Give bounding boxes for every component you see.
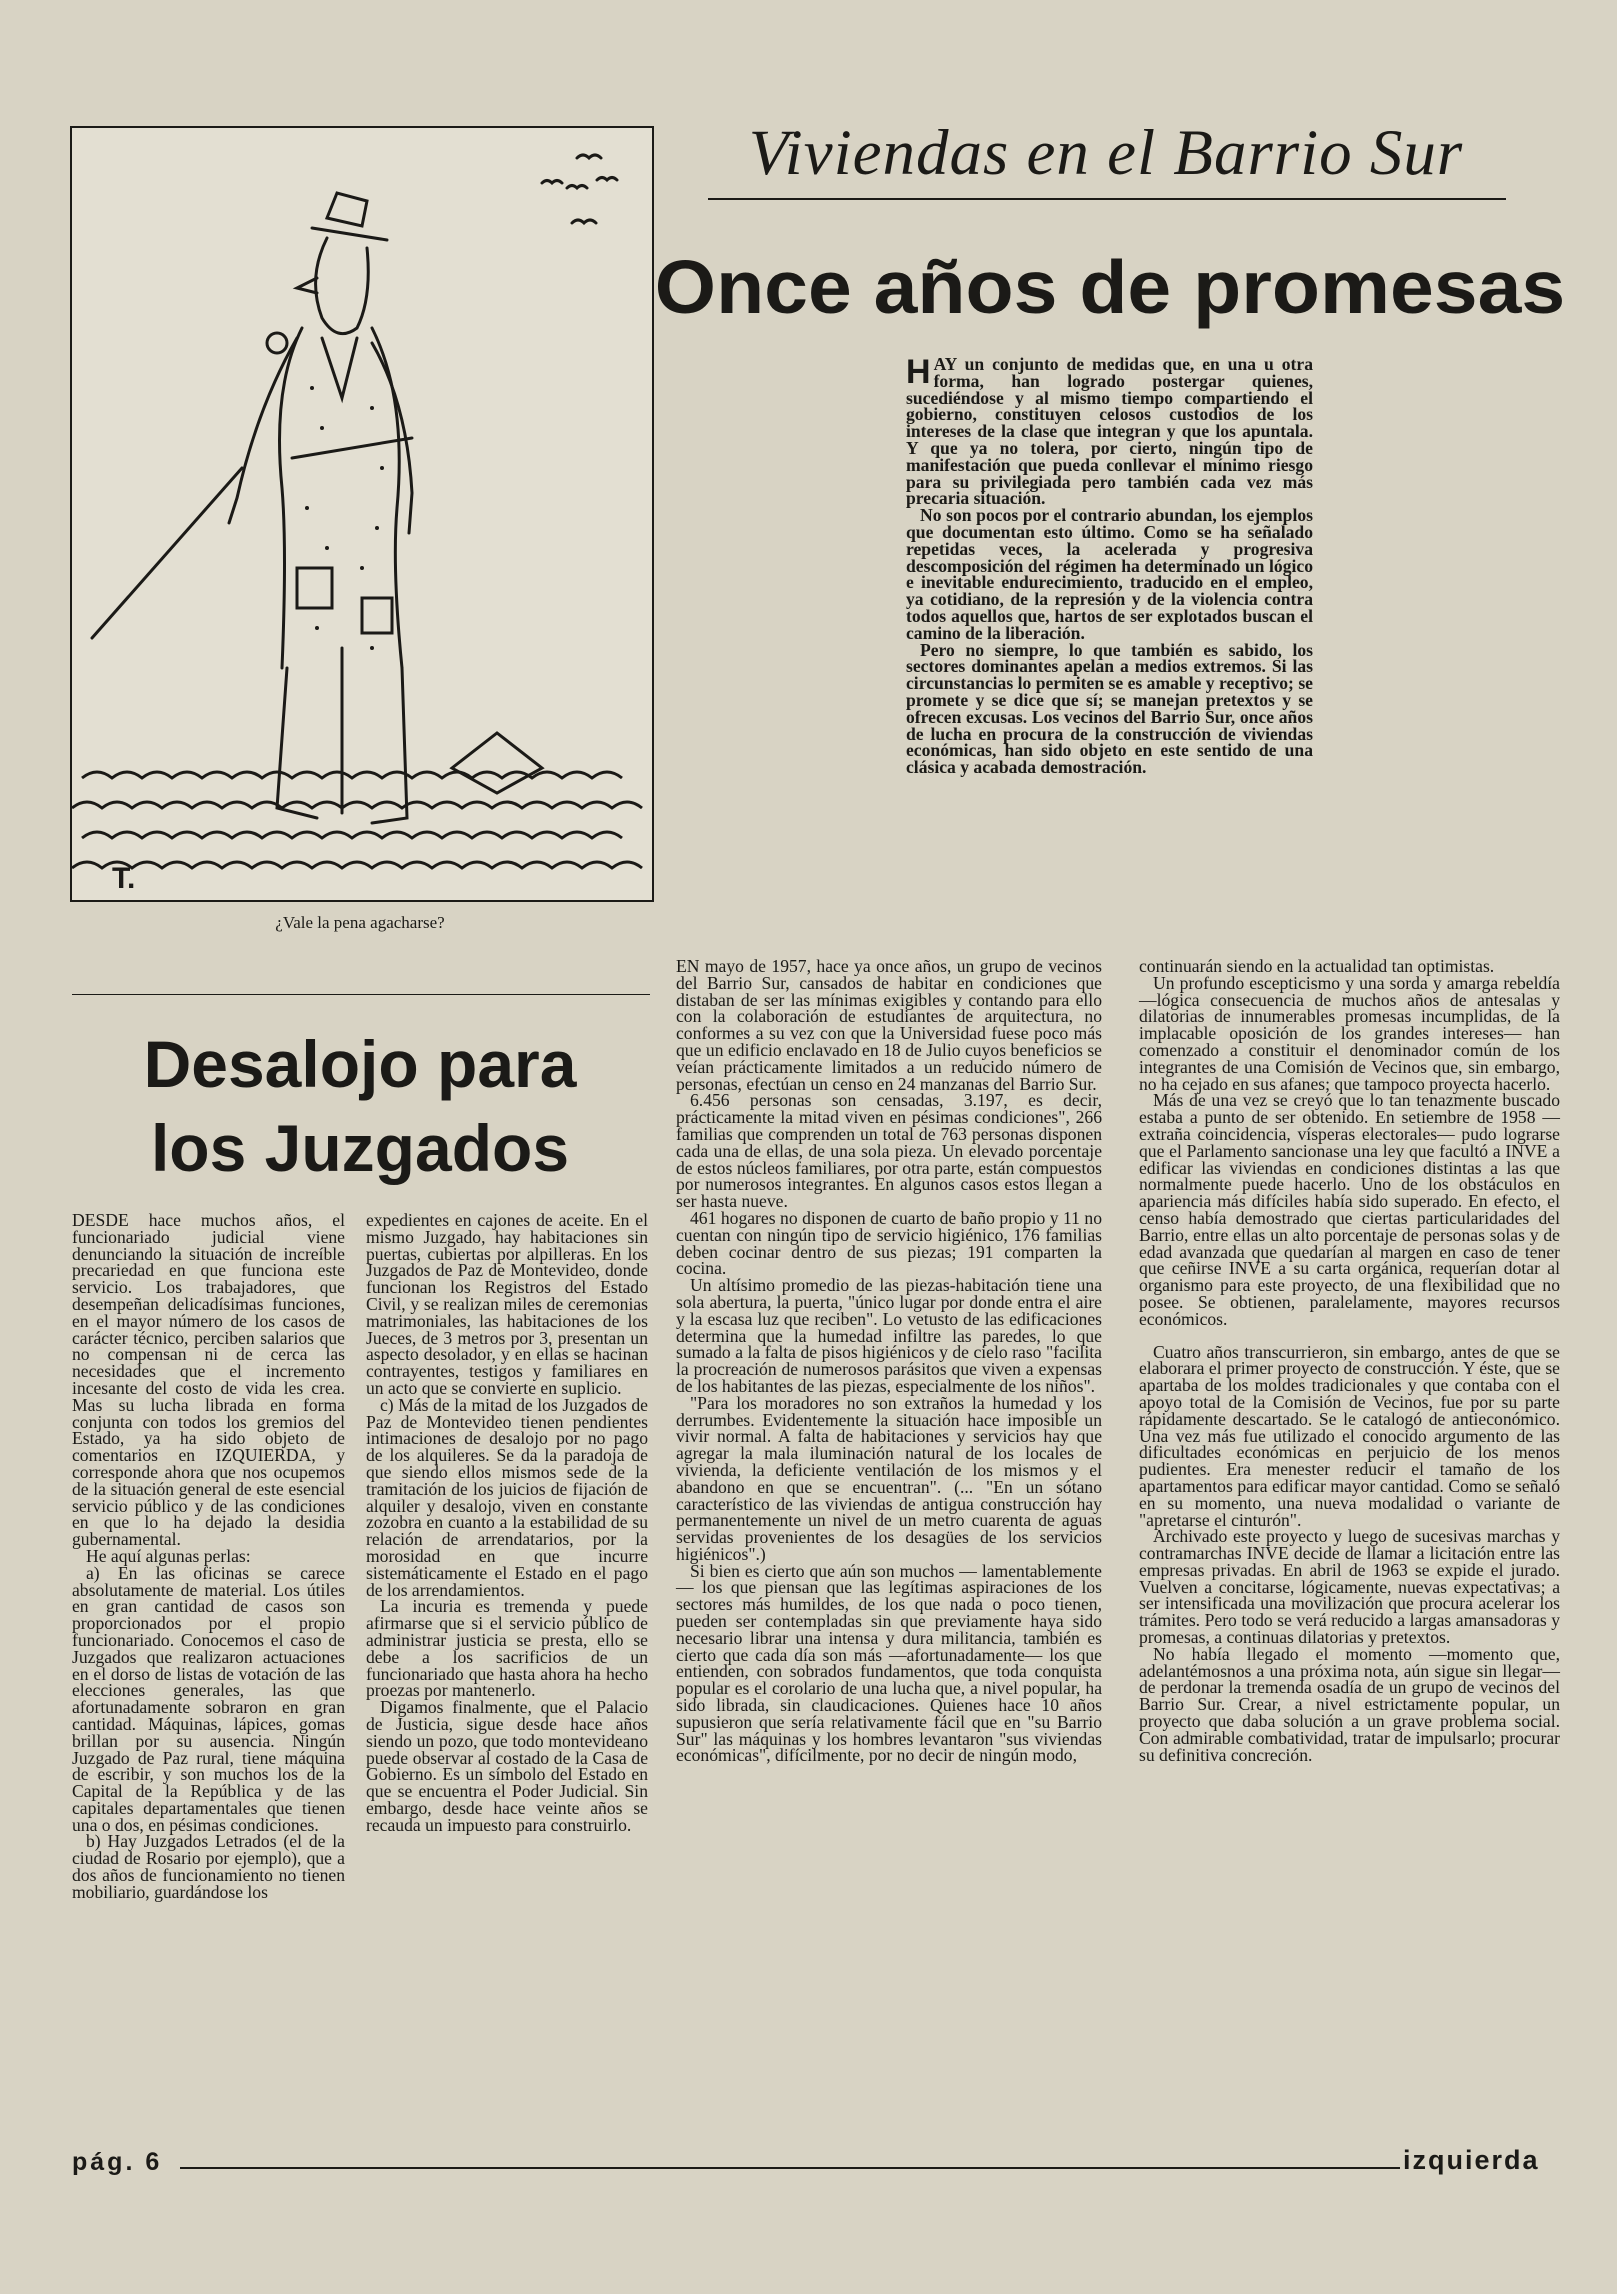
intro-paragraph: No son pocos por el contrario abundan, los ejemplos que documentan esto último. Como se ha señalado repetidas veces, la acelerada y progresiva descomposición del régimen ha determinado un lógico e inevitable endurecimiento, traducido en el empleo, ya cotidiano, de la represión y de la violencia contra todos aquellos que, hartos de ser explotados buscan el camino de la liberación.	[906, 505, 1313, 643]
side-paragraph: c) Más de la mitad de los Juzgados de Paz de Montevideo tienen pendientes intimaciones de desalojo por no pago de los alquileres. Se da la paradoja de que siendo ellos mismos sede de la tramitación de los juicios de fijación de alquiler y desalojo, viven en constante zozobra en cuanto a la estabilidad de su relación de arrendatarios, por la morosidad en que incurre sistemáticamente el Estado en el pago de los arrendamientos.	[366, 1394, 648, 1600]
main-paragraph: Más de una vez se creyó que lo tan tenazmente buscado estaba a punto de ser obtenido. En setiembre de 1958 —extraña coincidencia, vísperas electorales— pudo lograrse que el Parlamento sancionase una ley que facultó a INVE a edificar las viviendas en condiciones distintas a las que normalmente puede hacerlo. Uno de los obstáculos en apariencia más difíciles había sido superado. En efecto, el censo había demostrado que ciertas particularidades del Barrio, entre ellas un alto porcentaje de personas solas y de edad avanzada que quedarían al margen en caso de tener que ceñirse INVE a su carta orgánica, requerían dotar al organismo para este proyecto, de una flexibilidad que no posee. Se obtienen, paralelamente, mayores recursos económicos.	[1139, 1090, 1560, 1329]
side-paragraph: expedientes en cajones de aceite. En el mismo Juzgado, hay habitaciones sin puertas, cubiertas por alpilleras. En los Juzgados de Paz de Montevideo, donde funcionan los Registros del Estado Civil, y se realizan miles de ceremonias matrimoniales, las habitaciones de los Jueces, de 3 metros por 3, presentan un aspecto desolador, y en ellas se hacinan contrayentes, testigos y familiares en un acto que se convierte en suplicio.	[366, 1210, 648, 1398]
side-paragraph: a) En las oficinas se carece absolutamente de material. Los útiles en gran cantidad de casos son proporcionados por el propio funcionariado. Conocemos el caso de Juzgados que realizaron actuaciones en el dorso de listas de votación de las elecciones generales, las que afortunadamente sobraron en gran cantidad. Máquinas, lápices, gomas brillan por su ausencia. Ningún Juzgado de Paz rural, tiene máquina de escribir, y son muchos los de la Capital de la República y de las capitales departamentales que tienen una o dos, en pésimas condiciones.	[72, 1562, 345, 1835]
side-column-1	[72, 1212, 345, 1901]
main-paragraph: 461 hogares no disponen de cuarto de baño propio y 11 no cuentan con ningún tipo de servicio higiénico, 176 familias deben cocinar dentro de sus piezas; 191 comparten la cocina.	[676, 1207, 1102, 1279]
page-number: pág. 6	[72, 2148, 163, 2176]
kicker-rule	[708, 198, 1506, 200]
main-column-1	[676, 958, 1102, 1764]
cartoon-caption: ¿Vale la pena agacharse?	[275, 913, 445, 932]
side-paragraph: Digamos finalmente, que el Palacio de Justicia, sigue desde hace años siendo un pozo, que todo montevideano puede observar al costado de la Casa de Gobierno. Es un símbolo del Estado en que se encuentra el Poder Judicial. Sin embargo, desde hace veinte años se recauda un impuesto para construirlo.	[366, 1697, 648, 1835]
side-paragraph: La incuria es tremenda y puede afirmarse que si el servicio público de administrar justicia se presta, ello se debe a los sacrificios de un funcionariado que hasta ahora ha hecho proezas por mantenerlo.	[366, 1596, 648, 1701]
main-paragraph: Un altísimo promedio de las piezas-habitación tiene una sola abertura, la puerta, "único lugar por donde entra el aire y la escasa luz que reciben". Lo vetusto de las edificaciones determina que la humedad infiltre las paredes, lo que sumado a la falta de pisos higiénicos y de cielo raso "facilita la procreación de numerosos parásitos que viven a expensas de los habitantes de las piezas, especialmente de los niños".	[676, 1275, 1102, 1396]
main-paragraph: "Para los moradores no son extraños la humedad y los derrumbes. Evidentemente la situación hace imposible un vivir normal. A falta de habitaciones y servicios hay que agregar la mala iluminación natural de los locales de vivienda, la deficiente ventilación de los mismos y el abandono en que se encuentran". (... "En un sótano característico de las viviendas de antigua construcción hay permanentemente un nivel de un metro cuarenta de aguas servidas provenientes de los desagües de los servicios higiénicos".)	[676, 1392, 1102, 1564]
main-paragraph: No había llegado el momento —momento que, adelantémosnos a una próxima nota, aún sigue sin llegar— de perdonar la tremenda osadía de un grupo de vecinos del Barrio Sur. Crear, a nivel estrictamente popular, un proyecto que daba solución a un grave problema social. Con admirable combatividad, tratar de impulsarlo; procurar su definitiva concreción.	[1139, 1643, 1560, 1765]
intro-text: AY un conjunto de medidas que, en una u otra forma, han logrado postergar quienes, sucediéndose y al mismo tiempo compartiendo el gobierno, constituyen celosos custodios de los intereses de la clase que integran y que los apuntala. Y que ya no tolera, por cierto, ningún tipo de manifestación que pueda conllevar el mínimo riesgo para su privilegiada pero también cada vez más precaria situación.	[906, 354, 1313, 509]
section-kicker: Viviendas en el Barrio Sur	[748, 117, 1464, 189]
drop-cap: H	[906, 353, 931, 391]
footer-rule	[180, 2167, 1400, 2169]
main-paragraph: 6.456 personas son censadas, 3.197, es decir, prácticamente la mitad viven en pésimas condiciones", 266 familias que comprenden un total de 763 personas disponen cada una de ellas, de una sola pieza. Un elevado porcentaje de estos núcleos familiares, por otra parte, están compuestos por numerosos integrantes. En algunos casos estos llegan a ser hasta nueve.	[676, 1090, 1102, 1212]
intro-paragraph: Pero no siempre, lo que también es sabido, los sectores dominantes apelan a medios extremos. Si las circunstancias lo permiten se es amable y receptivo; se promete y se dice que sí; se manejan pretextos y se ofrecen excusas. Los vecinos del Barrio Sur, once años de lucha en procura de la construcción de viviendas económicas, han sido objeto en este sentido de una clásica y acabada demostración.	[906, 639, 1313, 778]
side-paragraph: b) Hay Juzgados Letrados (el de la ciudad de Rosario por ejemplo), que a dos años de funcionamiento no tienen mobiliario, guardándose los	[72, 1831, 345, 1902]
main-paragraph: Archivado este proyecto y luego de sucesivas marchas y contramarchas INVE decide de llamar a licitación entre las empresas privadas. En abril de 1963 se expide el jurado. Vuelven a concitarse, lógicamente, nuevas expectativas; a ser intensificada una movilización que procura acelerar los trámites. Pero todo se verá reducido a largas amansadoras y promesas, a continuas dilatorias y pretextos.	[1139, 1526, 1560, 1648]
main-headline: Once años de promesas	[654, 245, 1566, 329]
side-column-2	[366, 1212, 648, 1833]
cartoon-signature: T.	[112, 862, 136, 895]
intro-paragraph	[906, 353, 1313, 509]
side-headline-line: los Juzgados	[150, 1111, 570, 1185]
cartoon-illustration	[70, 126, 654, 902]
main-paragraph: EN mayo de 1957, hace ya once años, un grupo de vecinos del Barrio Sur, cansados de habitar en condiciones que distaban de ser las mínimas exigibles y contando para ello con la colaboración de estudiantes de arquitectura, no conformes a su vez con que la Universidad fuese poco más que un edificio enclavado en 18 de Julio cuyos beneficios se veían prácticamente limitados a un reducido número de personas, efectúan un censo en 24 manzanas del Barrio Sur.	[676, 956, 1102, 1094]
side-paragraph: He aquí algunas perlas:	[86, 1545, 251, 1566]
main-paragraph: continuarán siendo en la actualidad tan optimistas.	[1139, 956, 1495, 976]
article-intro	[906, 353, 1313, 778]
section-divider	[72, 994, 650, 995]
cartoon-drawing	[72, 128, 652, 900]
main-paragraph: Si bien es cierto que aún son muchos — lamentablemente— los que piensan que las legítimas aspiraciones de los sectores más humildes, de los que nada o poco tienen, pueden ser contempladas sin que previamente haya sido necesario librar una intensa y dura militancia, también es cierto que cada día son más —afortunadamente— los que entienden, con sobrados fundamentos, que toda conquista popular es el corolario de una lucha que, a nivel popular, ha sido librada, sin claudicaciones. Quienes hace 10 años supusieron que sería relativamente fácil que en "su Barrio Sur" las máquinas y los hombres levantaron "sus viviendas económicas", difícilmente, por no decir de ningún modo,	[676, 1560, 1102, 1766]
main-column-2	[1139, 958, 1560, 1763]
main-paragraph: Cuatro años transcurrieron, sin embargo, antes de que se elaborara el primer proyecto de construcción. Y éste, que se apartaba de los moldes tradicionales y que contaba con el apoyo total de la Comisión de Vecinos, fue por su parte rápidamente descartado. Se le catalogó de antieconómico. Una vez más fue utilizado el conocido argumento de las dificultades económicas en perjuicio de los menos pudientes. Era menester reducir el tamaño de los apartamentos para edificar mayor cantidad. Como se señaló en su momento, una nueva modalidad o variante de "apretarse el cinturón".	[1139, 1341, 1560, 1530]
magazine-name: izquierda	[1403, 2145, 1540, 2175]
side-paragraph: DESDE hace muchos años, el funcionariado judicial viene denunciando la situación de increíble precariedad en que funciona este servicio. Los trabajadores, que desempeñan delicadísimas funciones, en el mayor número de los casos de carácter técnico, perciben salarios que no compensan ni de cerca las necesidades que el incremento incesante del costo de vida les crea. Mas su lucha librada en forma conjunta con todos los gremios del Estado, ya ha sido objeto de comentarios en IZQUIERDA, y corresponde ahora que nos ocupemos de la situación general de este esencial servicio público y de las condiciones en que lo ha dejado la desidia gubernamental.	[72, 1210, 345, 1550]
side-headline-line: Desalojo para	[143, 1027, 577, 1101]
side-headline	[70, 1022, 650, 1190]
main-paragraph: Un profundo escepticismo y una sorda y amarga rebeldía —lógica consecuencia de muchos años de antesalas y dilatorias de innumerables promesas incumplidas, de la implacable oposición de los grandes intereses— han comenzado a constituir el denominador común de los integrantes de una Comisión de Vecinos que, sin embargo, no ha cejado en sus afanes; que tampoco proyecta hacerlo.	[1139, 972, 1560, 1094]
